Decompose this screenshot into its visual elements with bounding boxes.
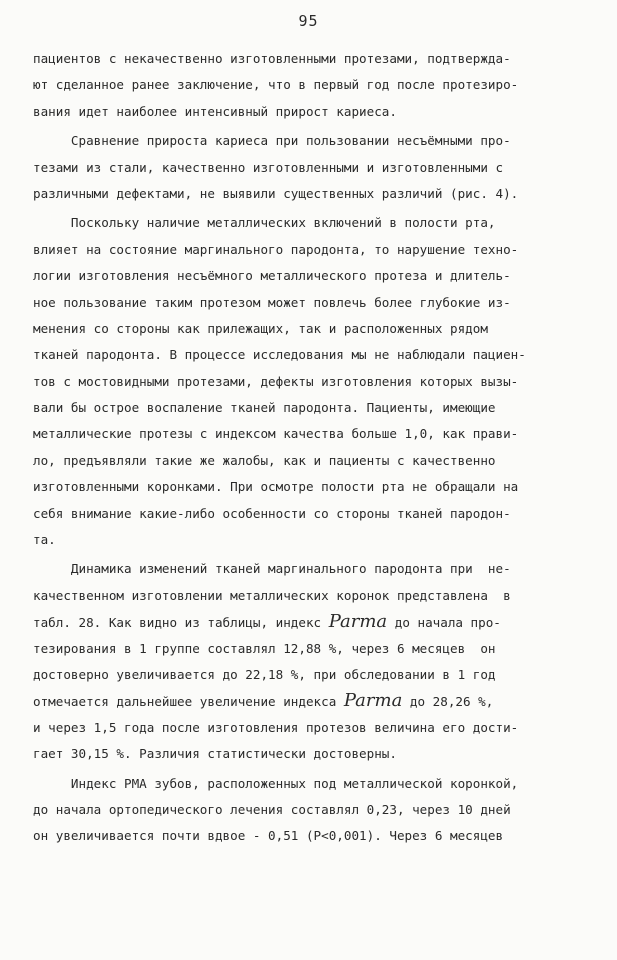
text-line: качественном изготовлении металлических коронок представлена в <box>33 587 511 603</box>
text-line: влияет на состояние маргинального пародонта, то нарушение техно- <box>33 241 519 257</box>
text-line: ло, предъявляли такие же жалобы, как и пациенты с качественно <box>33 452 496 468</box>
text-line: тезами из стали, качественно изготовленными и изготовленными с <box>33 159 504 175</box>
text-line: себя внимание какие-либо особенности со стороны тканей пародон- <box>33 505 511 521</box>
text-line: он увеличивается почти вдвое - 0,51 (P<0,001). Через 6 месяцев <box>33 828 504 844</box>
text-line: достоверно увеличивается до 22,18 %, при обследовании в 1 год <box>33 666 496 682</box>
text-line: гает 30,15 %. Различия статистически достоверны. <box>33 746 397 762</box>
text-line <box>33 688 593 714</box>
text-line: ное пользование таким протезом может повлечь более глубокие из- <box>33 294 511 310</box>
index-name: Parma <box>328 611 388 633</box>
text-line <box>33 609 593 635</box>
text-line: менения со стороны как прилежащих, так и расположенных рядом <box>33 320 488 336</box>
text-line: Индекс РМА зубов, расположенных под металлической коронкой, <box>33 775 519 791</box>
text-line: тезирования в 1 группе составлял 12,88 %, через 6 месяцев он <box>33 640 496 656</box>
text-line: и через 1,5 года после изготовления протезов величина его дости- <box>33 719 519 735</box>
text-line: Поскольку наличие металлических включений в полости рта, <box>33 215 496 231</box>
text-line: та. <box>33 532 56 548</box>
body-text <box>33 46 593 850</box>
text-line: тов с мостовидными протезами, дефекты изготовления которых вызы- <box>33 373 519 389</box>
text-line: до начала ортопедического лечения составлял 0,23, через 10 дней <box>33 801 511 817</box>
index-name: Parma <box>343 690 403 712</box>
text-segment: до 28,26 %, <box>402 694 494 710</box>
text-line: различными дефектами, не выявили существенных различий (рис. 4). <box>33 185 519 201</box>
text-line: металлические протезы с индексом качества больше 1,0, как прави- <box>33 426 519 442</box>
text-line: логии изготовления несъёмного металлического протеза и длитель- <box>33 268 511 284</box>
text-segment: табл. 28. Как видно из таблицы, индекс <box>33 615 329 631</box>
text-line: вали бы острое воспаление тканей пародонта. Пациенты, имеющие <box>33 400 496 416</box>
text-line: Динамика изменений тканей маргинального пародонта при не- <box>33 561 511 577</box>
text-line: пациентов с некачественно изготовленными протезами, подтвержда- <box>33 51 511 66</box>
text-line: тканей пародонта. В процессе исследования мы не наблюдали пациен- <box>33 347 526 363</box>
text-segment: отмечается дальнейшее увеличение индекса <box>33 694 344 710</box>
text-line: изготовленными коронками. При осмотре полости рта не обращали на <box>33 479 519 495</box>
text-line: Сравнение прироста кариеса при пользовании несъёмными про- <box>33 133 511 149</box>
text-segment: до начала про- <box>387 615 501 631</box>
text-line: вания идет наиболее интенсивный прирост кариеса. <box>33 103 397 119</box>
text-line: ют сделанное ранее заключение, что в первый год после протезиро- <box>33 77 519 93</box>
page-number: 95 <box>298 12 319 30</box>
